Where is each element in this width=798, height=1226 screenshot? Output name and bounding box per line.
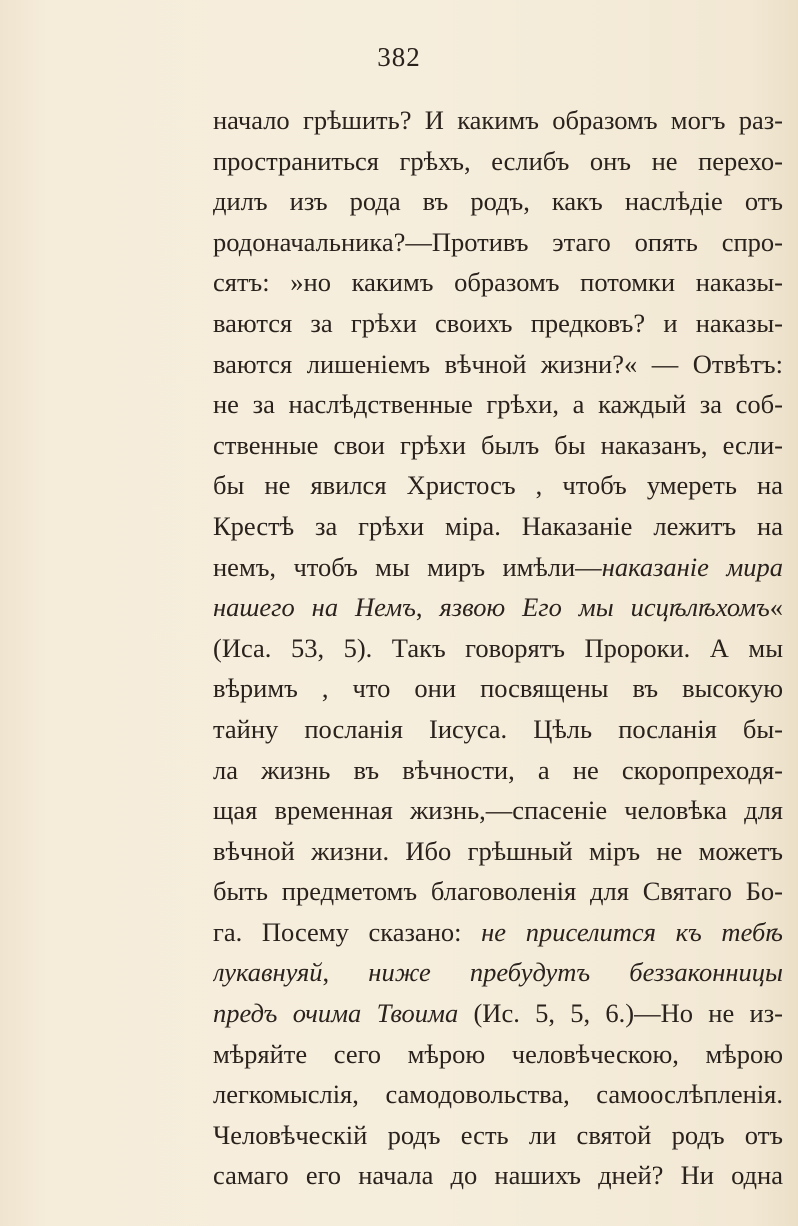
text-run: вѣчной жизни. Ибо грѣшный міръ не можетъ xyxy=(213,835,783,866)
text-line xyxy=(213,141,783,182)
text-run: га. Посему сказано: xyxy=(213,916,482,947)
text-line xyxy=(213,181,783,222)
text-line xyxy=(213,262,783,303)
italic-text: нашего на Немъ xyxy=(213,592,416,623)
text-run: родоначальника?—Противъ этаго опять спро- xyxy=(213,226,783,257)
text-line xyxy=(213,1074,783,1115)
text-run: бы не явился Христосъ , чтобъ умереть на xyxy=(213,470,783,501)
text-run: (Иса. 53, 5). Такъ говорятъ Пророки. А мы xyxy=(213,632,783,663)
text-line xyxy=(213,1115,783,1156)
page-text xyxy=(213,100,783,1196)
text-run: самаго его начала до нашихъ дней? Ни одна xyxy=(213,1160,783,1191)
text-run: Человѣческій родъ есть ли святой родъ отъ xyxy=(213,1119,783,1150)
text-line xyxy=(213,344,783,385)
text-run: ла жизнь въ вѣчности, а не скоропреходя- xyxy=(213,754,783,785)
text-run: щая временная жизнь,—спасеніе человѣка для xyxy=(213,795,783,826)
text-line xyxy=(213,384,783,425)
text-line xyxy=(213,547,783,588)
text-line xyxy=(213,628,783,669)
text-line xyxy=(213,1155,783,1196)
text-run: ваются лишеніемъ вѣчной жизни?« — Отвѣтъ: xyxy=(213,348,783,379)
text-line xyxy=(213,222,783,263)
text-run: быть предметомъ благоволенія для Святаго Бо- xyxy=(213,876,783,907)
italic-text: язвою Его мы исцѣлѣхомъ xyxy=(439,592,770,623)
text-line xyxy=(213,425,783,466)
text-run: немъ, чтобъ мы миръ имѣли— xyxy=(213,551,602,582)
italic-text: наказаніе мира xyxy=(601,551,783,582)
text-line xyxy=(213,831,783,872)
text-line xyxy=(213,750,783,791)
text-line xyxy=(213,303,783,344)
text-run: начало грѣшить? И какимъ образомъ могъ раз- xyxy=(213,105,783,135)
text-run: ственные свои грѣхи былъ бы наказанъ, если- xyxy=(213,429,783,460)
text-run: , xyxy=(415,592,440,623)
text-run: легкомыслія, самодовольства, самоослѣпленія. xyxy=(213,1079,783,1110)
text-line xyxy=(213,709,783,750)
page-number: 382 xyxy=(377,42,421,72)
text-line xyxy=(213,993,783,1034)
text-line xyxy=(213,912,783,953)
text-line xyxy=(213,790,783,831)
text-line xyxy=(213,952,783,993)
text-line xyxy=(213,100,783,141)
text-line xyxy=(213,465,783,506)
text-line xyxy=(213,587,783,628)
text-run: « xyxy=(769,592,783,623)
text-run: , xyxy=(322,957,369,988)
text-run: дилъ изъ рода въ родъ, какъ наслѣдіе отъ xyxy=(213,186,783,217)
text-run: вѣримъ , что они посвящены въ высокую xyxy=(213,673,783,704)
text-run: не за наслѣдственные грѣхи, а каждый за соб- xyxy=(213,389,783,420)
text-line xyxy=(213,506,783,547)
text-run: ваются за грѣхи своихъ предковъ? и наказы- xyxy=(213,307,783,338)
text-run: пространиться грѣхъ, еслибъ онъ не перехо- xyxy=(213,145,783,176)
text-run: тайну посланія Іисуса. Цѣль посланія бы- xyxy=(213,713,783,744)
italic-text: ниже пребудутъ беззаконницы xyxy=(368,957,783,988)
text-line xyxy=(213,1034,783,1075)
text-run: Крестѣ за грѣхи міра. Наказаніе лежитъ на xyxy=(213,510,783,541)
text-run: сятъ: »но какимъ образомъ потомки наказы- xyxy=(213,267,783,298)
text-run: (Ис. 5, 5, 6.)—Но не из- xyxy=(458,998,783,1029)
italic-text: не приселится къ тебѣ xyxy=(481,916,783,947)
italic-text: лукавнуяй xyxy=(213,957,323,988)
text-run: мѣряйте сего мѣрою человѣческою, мѣрою xyxy=(213,1038,783,1069)
text-line xyxy=(213,871,783,912)
text-line xyxy=(213,668,783,709)
italic-text: предъ очима Твоима xyxy=(213,998,459,1029)
